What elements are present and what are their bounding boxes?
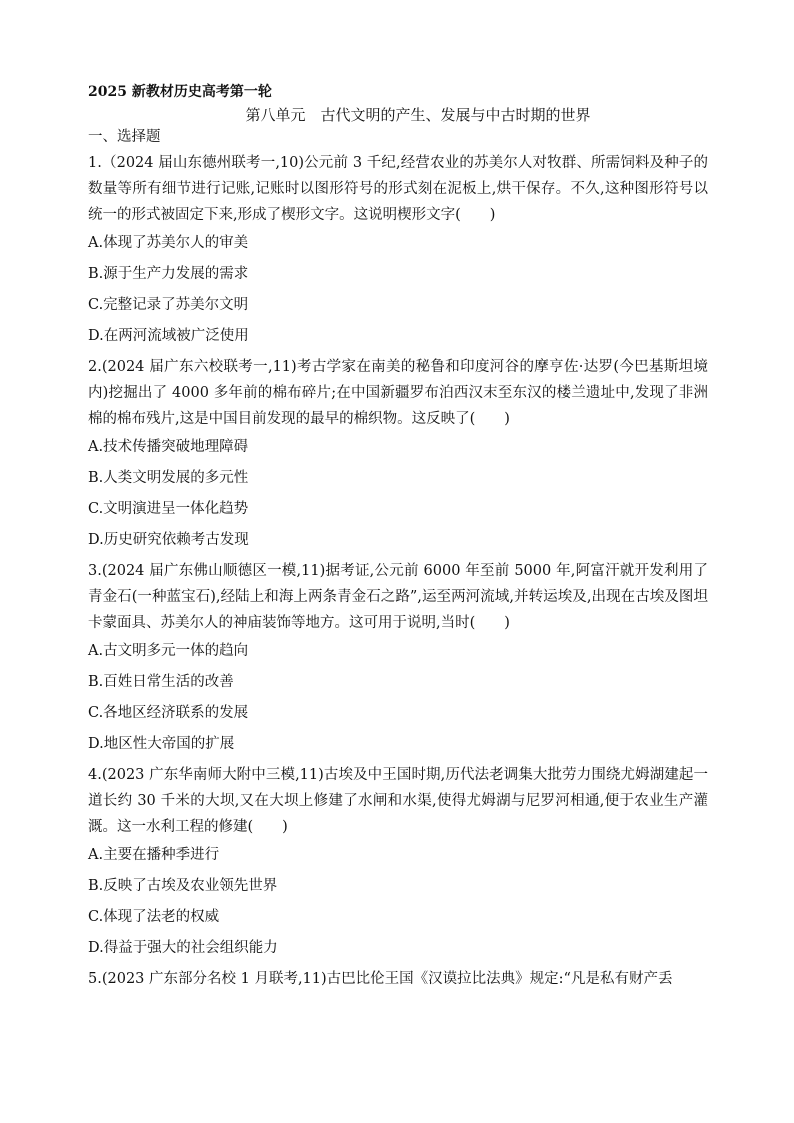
content bbox=[88, 80, 708, 992]
book-title: 2025 新教材历史高考第一轮 bbox=[88, 84, 272, 100]
option-b: B.源于生产力发展的需求 bbox=[88, 266, 249, 282]
option-d: D.地区性大帝国的扩展 bbox=[88, 736, 235, 752]
option-d: D.在两河流域被广泛使用 bbox=[88, 328, 249, 344]
unit-title: 第八单元 古代文明的产生、发展与中古时期的世界 bbox=[245, 106, 591, 124]
option-b: B.百姓日常生活的改善 bbox=[88, 674, 234, 690]
option-a: A.技术传播突破地理障碍 bbox=[88, 439, 249, 455]
option-a: A.主要在播种季进行 bbox=[88, 847, 220, 863]
question-3 bbox=[88, 558, 708, 760]
option-c: C.各地区经济联系的发展 bbox=[88, 705, 249, 721]
option-d: D.得益于强大的社会组织能力 bbox=[88, 940, 278, 956]
option-c: C.体现了法老的权威 bbox=[88, 909, 220, 925]
question-stem: 4.(2023 广东华南师大附中三模,11)古埃及中王国时期,历代法老调集大批劳力围绕尤姆湖建起一道长约 30 千米的大坝,又在大坝上修建了水闸和水渠,使得尤姆湖与尼罗河相通,便于农业生产灌溉。这一水利工程的修建( ) bbox=[88, 767, 708, 835]
option-a: A.体现了苏美尔人的审美 bbox=[88, 235, 249, 251]
option-c: C.完整记录了苏美尔文明 bbox=[88, 297, 249, 313]
question-4 bbox=[88, 762, 708, 964]
question-stem: 3.(2024 届广东佛山顺德区一模,11)据考证,公元前 6000 年至前 5000 年,阿富汗就开发利用了青金石(一种蓝宝石),经陆上和海上两条青金石之路”,运至两河流域,并转运埃及,出现在古埃及图坦卡蒙面具、苏美尔人的神庙装饰等地方。这可用于说明,当时( ) bbox=[88, 563, 708, 631]
section-title: 一、选择题 bbox=[88, 129, 161, 145]
question-2 bbox=[88, 354, 708, 556]
question-stem: 1.（2024 届山东德州联考一,10)公元前 3 千纪,经营农业的苏美尔人对牧群、所需饲料及种子的数量等所有细节进行记账,记账时以图形符号的形式刻在泥板上,烘干保存。不久,这种图形符号以统一的形式被固定下来,形成了楔形文字。这说明楔形文字( ) bbox=[88, 155, 708, 223]
option-b: B.人类文明发展的多元性 bbox=[88, 470, 249, 486]
option-a: A.古文明多元一体的趋向 bbox=[88, 643, 249, 659]
question-stem: 5.(2023 广东部分名校 1 月联考,11)古巴比伦王国《汉谟拉比法典》规定:“凡是私有财产丢 bbox=[88, 971, 673, 987]
question-5 bbox=[88, 966, 708, 992]
question-1 bbox=[88, 150, 708, 352]
question-stem: 2.(2024 届广东六校联考一,11)考古学家在南美的秘鲁和印度河谷的摩亨佐·达罗(今巴基斯坦境内)挖掘出了 4000 多年前的棉布碎片;在中国新疆罗布泊西汉末至东汉的楼兰遗址中,发现了非洲棉的棉布残片,这是中国目前发现的最早的棉织物。这反映了( ) bbox=[88, 359, 708, 427]
option-c: C.文明演进呈一体化趋势 bbox=[88, 501, 249, 517]
option-b: B.反映了古埃及农业领先世界 bbox=[88, 878, 278, 894]
option-d: D.历史研究依赖考古发现 bbox=[88, 532, 249, 548]
